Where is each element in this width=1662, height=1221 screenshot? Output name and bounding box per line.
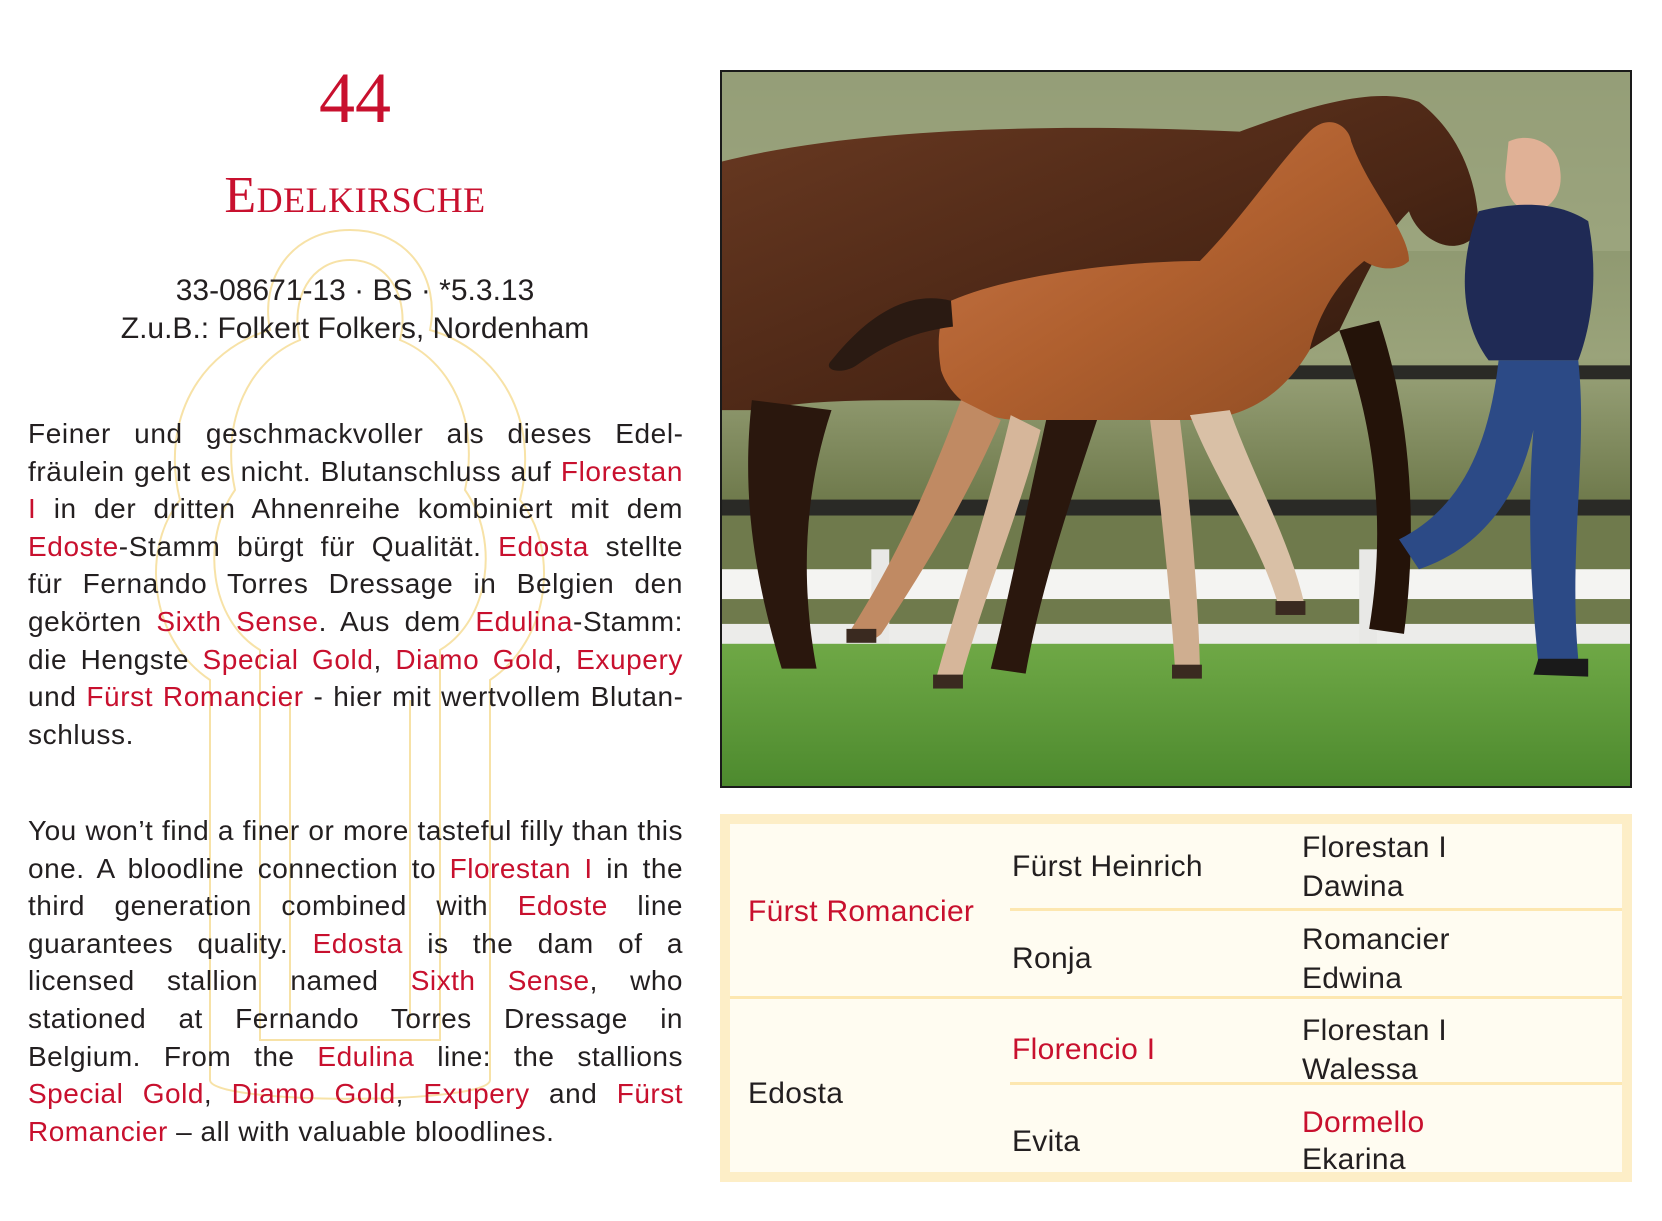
pedigree-link: Edoste xyxy=(517,890,608,922)
sire-sire-sire-name: Florestan I xyxy=(1302,831,1448,864)
pedigree-link: Florestan I xyxy=(449,852,593,884)
dam-sire-dam-name: Walessa xyxy=(1302,1053,1419,1086)
pedigree-link: Edulina xyxy=(317,1040,415,1072)
sire-dam-name: Ronja xyxy=(1012,942,1092,975)
pedigree-link: Diamo Gold xyxy=(395,643,555,675)
pedigree-link: Sixth Sense xyxy=(156,605,319,637)
pedigree-link: Diamo Gold xyxy=(231,1078,396,1110)
description-german: Feiner und geschmackvoller als dieses Edelfräulein geht es nicht. Blutanschluss auf Florestan I in der dritten Ahnenreihe kombiniert mit dem Edoste-Stamm bürgt für Qualität. Edosta stellte für Fernando Torres Dressage in Belgien den gekörten Sixth Sense. Aus dem Edulina-Stamm: die Hengste Special Gold, Diamo Gold, Exupery und Fürst Romancier - hier mit wertvollem Blutanschluss. xyxy=(28,418,683,750)
divider xyxy=(730,996,1622,999)
breeder-info: Z.u.B.: Folkert Folkers, Nordenham xyxy=(120,312,590,345)
sire-sire-dam-name: Dawina xyxy=(1302,870,1404,903)
lot-number: 44 xyxy=(319,58,391,138)
dam-dam-name: Evita xyxy=(1012,1125,1081,1158)
sire-name: Fürst Romancier xyxy=(748,895,975,928)
pedigree-link: Edosta xyxy=(312,927,403,959)
sire-dam-dam-name: Edwina xyxy=(1302,962,1403,995)
pedigree-link: Sixth Sense xyxy=(410,965,590,997)
pedigree-link: Fürst Romancier xyxy=(28,1078,683,1147)
pedigree-link: Exupery xyxy=(423,1078,530,1110)
dam-name: Edosta xyxy=(748,1077,844,1110)
description-english: You won’t find a finer or more tasteful filly than this one. A bloodline connection to Florestan I in the third generation combined with Edoste line guarantees quality. Edosta is the dam of a licensed stallion named Sixth Sense, who stationed at Fernando Torres Dressage in Belgium. From the Edulina line: the stallions Special Gold, Diamo Gold, Exupery and Fürst Romancier – all with valuable bloodlines. xyxy=(28,815,684,1147)
divider xyxy=(1010,908,1622,911)
pedigree-link: Florestan I xyxy=(28,455,683,525)
dam-dam-sire-name: Dormello xyxy=(1302,1106,1425,1139)
sire-sire-name: Fürst Heinrich xyxy=(1012,850,1203,883)
pedigree-link: Edosta xyxy=(498,530,589,562)
pedigree-link: Special Gold xyxy=(202,643,374,675)
pedigree-table xyxy=(720,814,1632,1182)
pedigree-link: Edulina xyxy=(475,605,574,637)
horse-photo xyxy=(720,70,1632,788)
horse-name: Edelkirsche xyxy=(224,167,486,224)
sire-dam-sire-name: Romancier xyxy=(1302,923,1450,956)
pedigree-link: Special Gold xyxy=(28,1078,204,1110)
pedigree-link: Edoste xyxy=(28,530,119,562)
dam-sire-sire-name: Florestan I xyxy=(1302,1014,1448,1047)
pedigree-link: Exupery xyxy=(576,643,683,675)
registration-info: 33-08671-13 · BS · *5.3.13 xyxy=(175,274,535,307)
pedigree-link: Fürst Romancier xyxy=(86,681,304,713)
dam-sire-name: Florencio I xyxy=(1012,1033,1156,1066)
dam-dam-dam-name: Ekarina xyxy=(1302,1143,1406,1176)
